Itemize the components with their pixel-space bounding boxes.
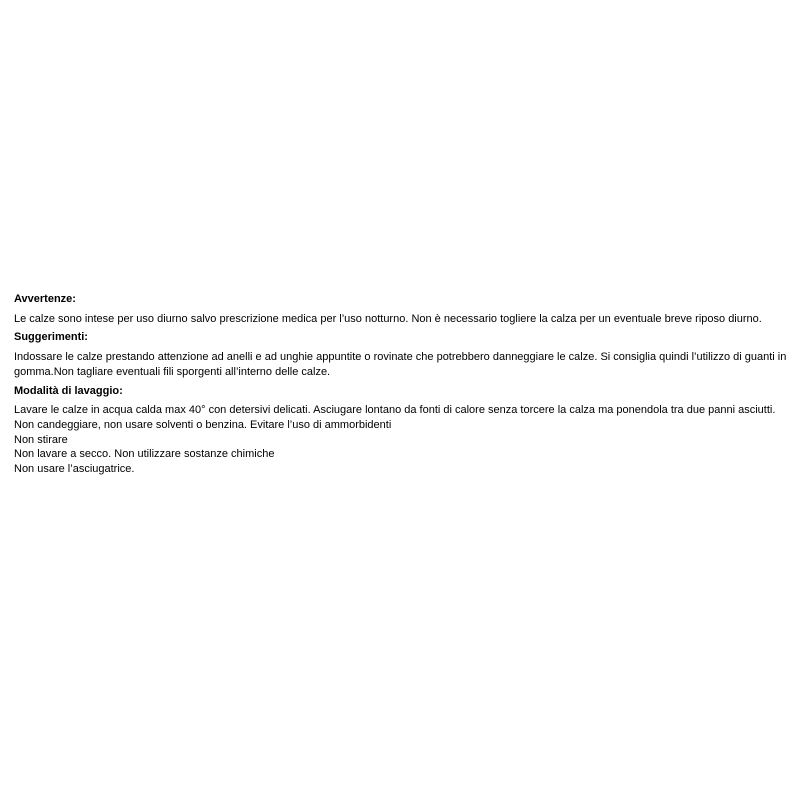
suggerimenti-heading: Suggerimenti:: [14, 331, 88, 344]
lavaggio-line-wash-dry: Lavare le calze in acqua calda max 40° con detersivi delicati. Asciugare lontano da fonti di calore senza torcere la calza ma ponendola tra due panni asciutti.: [14, 404, 776, 417]
section-avvertenze: [14, 292, 789, 326]
avvertenze-heading: Avvertenze:: [14, 293, 76, 305]
section-suggerimenti: [14, 330, 789, 379]
lavaggio-line-no-iron: Non stirare: [14, 433, 68, 446]
modalita-di-lavaggio-body: [14, 403, 789, 477]
suggerimenti-body: [14, 350, 789, 379]
suggerimenti-paragraph: Indossare le calze prestando attenzione ad anelli e ad unghie appuntite o rovinate che potrebbero danneggiare le calze. Si consiglia quindi l’utilizzo di guanti in gomma.Non tagliare eventuali fili sporgenti all’interno delle calze.: [14, 351, 787, 378]
modalita-di-lavaggio-heading: Modalità di lavaggio:: [14, 384, 123, 397]
section-modalita-di-lavaggio: [14, 384, 789, 477]
avvertenze-body: [14, 312, 789, 327]
lavaggio-line-no-bleach: Non candeggiare, non usare solventi o benzina. Evitare l’uso di ammorbidenti: [14, 418, 392, 431]
lavaggio-line-no-tumble-dry: Non usare l’asciugatrice.: [14, 463, 135, 476]
lavaggio-line-no-dry-clean: Non lavare a secco. Non utilizzare sostanze chimiche: [14, 448, 275, 461]
avvertenze-paragraph: Le calze sono intese per uso diurno salvo prescrizione medica per l’uso notturno. Non è necessario togliere la calza per un eventuale breve riposo diurno.: [14, 312, 762, 325]
